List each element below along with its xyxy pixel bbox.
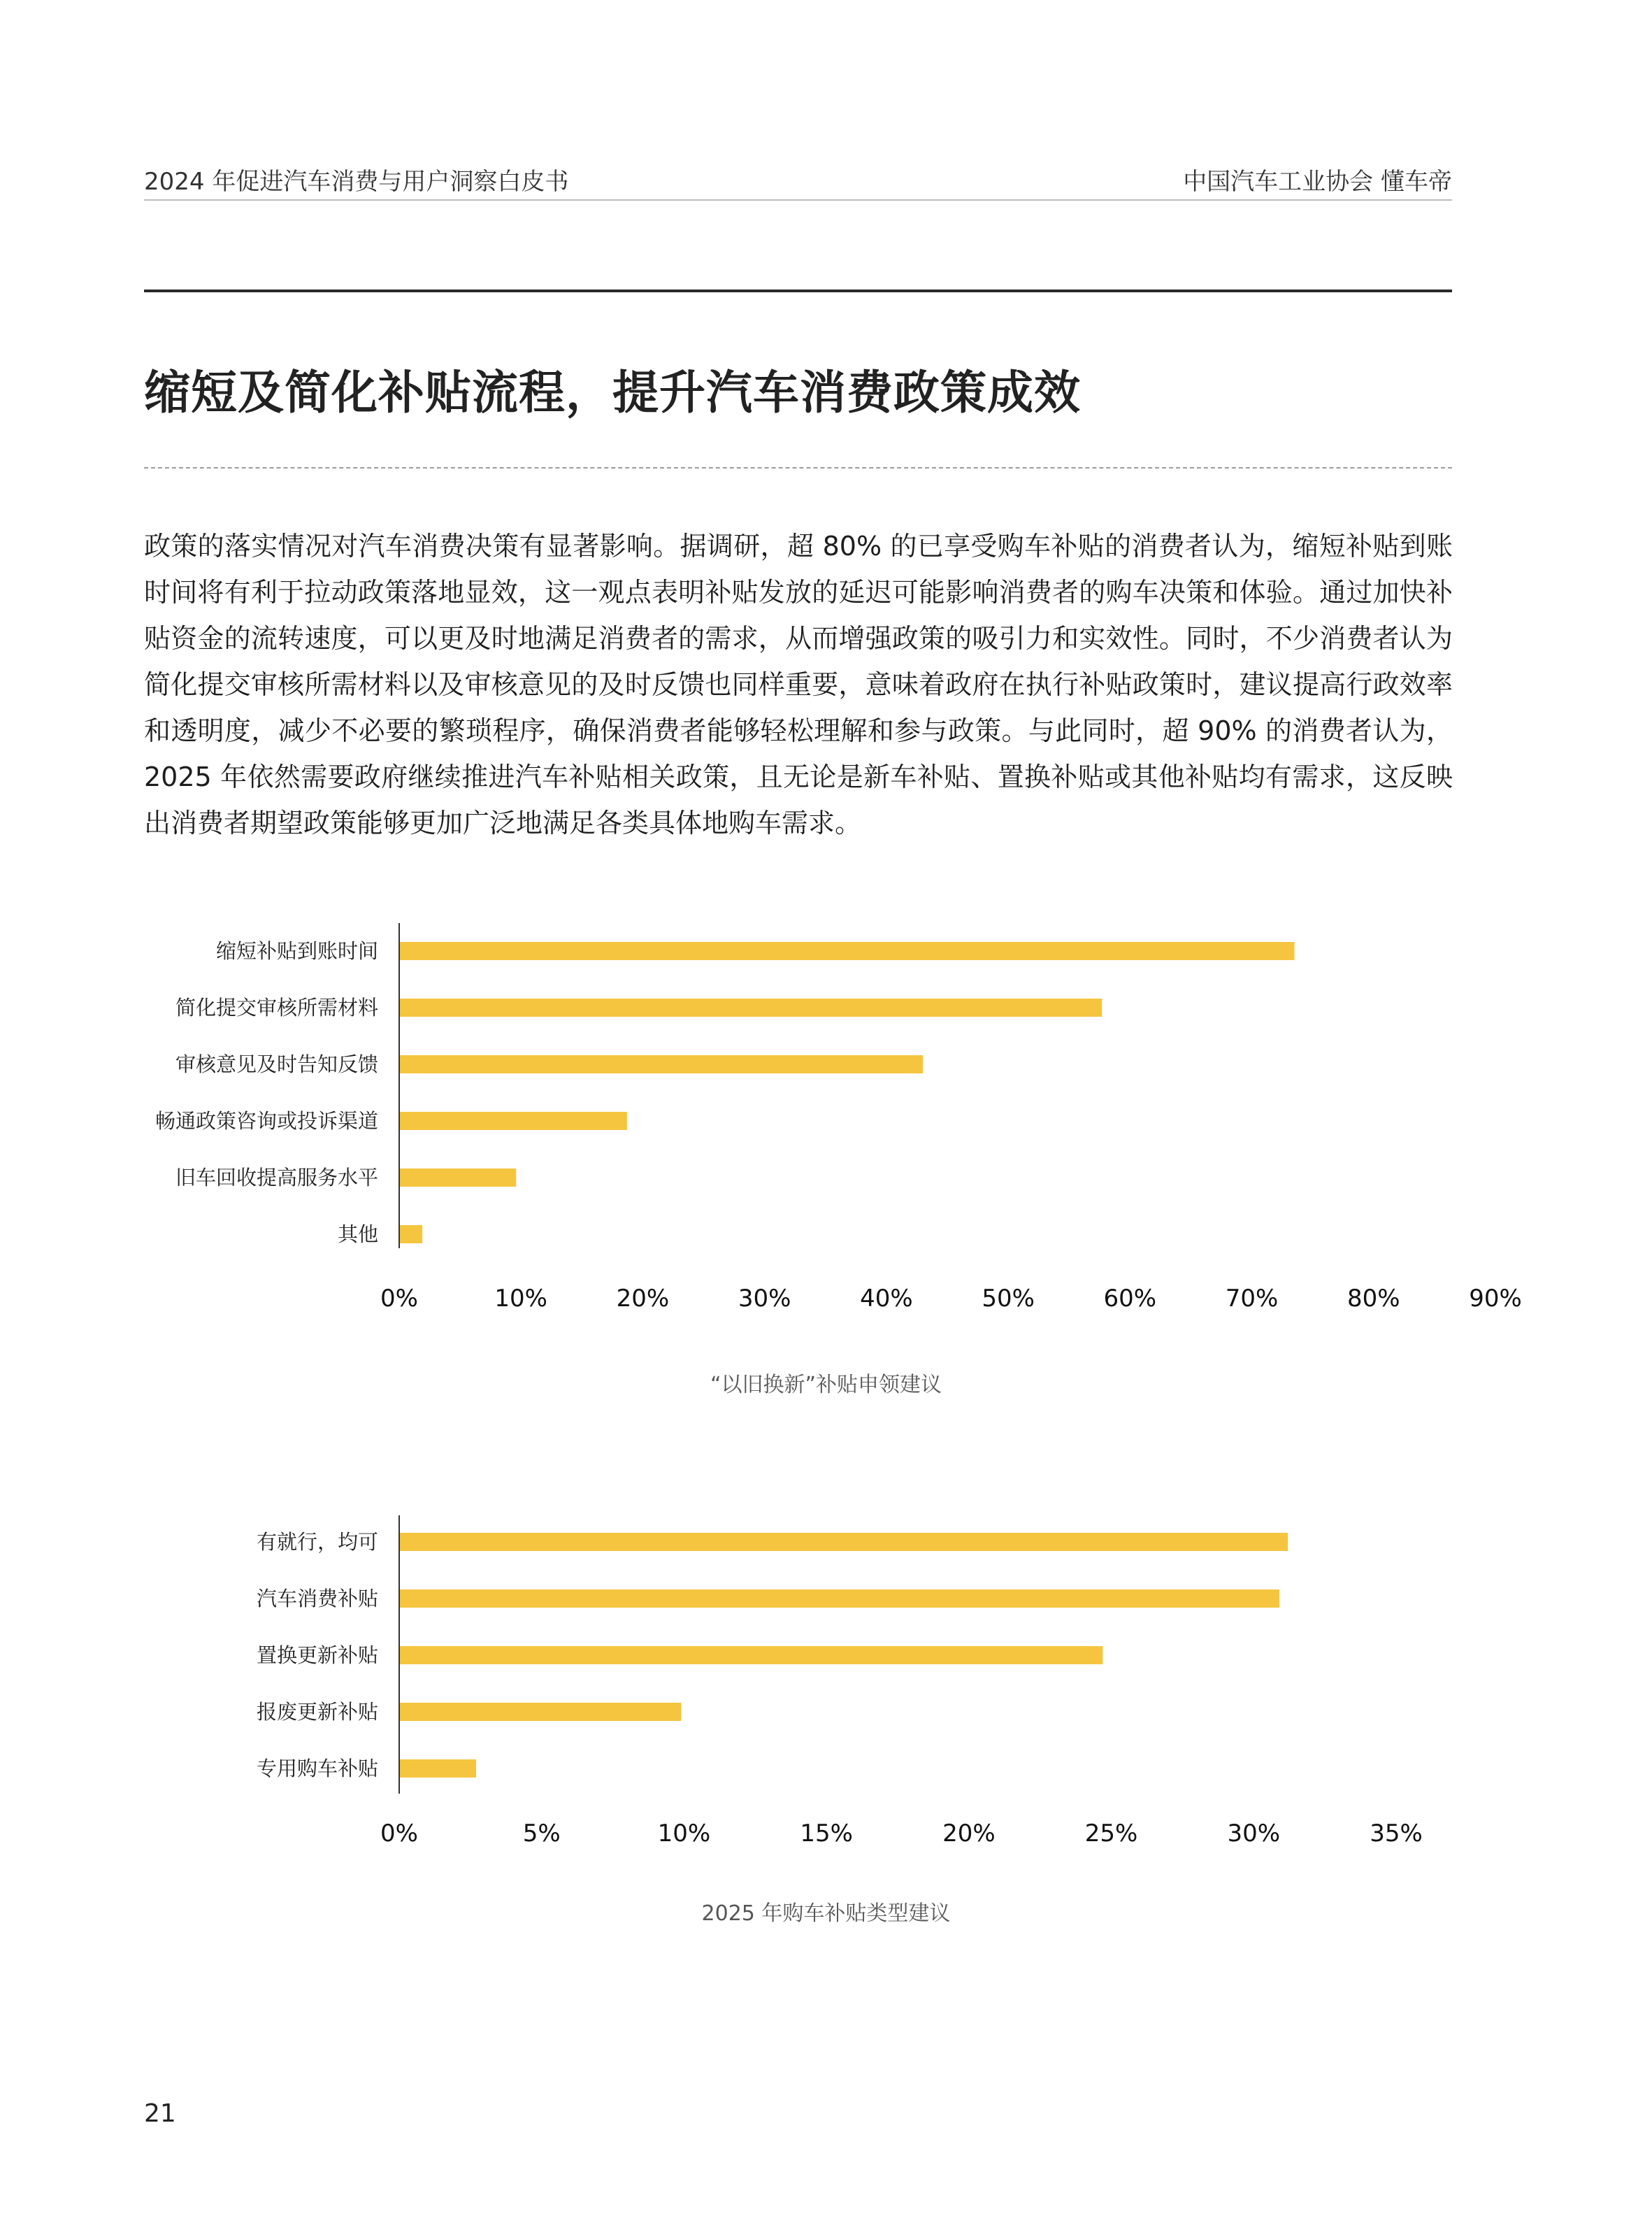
bar-chart-subsidy-application bbox=[0, 902, 1652, 1322]
category-label: 专用购车补贴 bbox=[256, 1757, 378, 1780]
category-label: 简化提交审核所需材料 bbox=[175, 996, 378, 1020]
bar bbox=[400, 1759, 476, 1778]
x-tick-label: 30% bbox=[1227, 1820, 1281, 1847]
category-label: 畅通政策咨询或投诉渠道 bbox=[155, 1109, 378, 1133]
x-tick-label: 30% bbox=[738, 1285, 791, 1313]
x-tick-label: 80% bbox=[1346, 1285, 1400, 1313]
bar-chart-subsidy-type bbox=[0, 1500, 1652, 1864]
body-paragraph: 政策的落实情况对汽车消费决策有显著影响。据调研，超 80% 的已享受购车补贴的消费者认为，缩短补贴到账时间将有利于拉动政策落地显效，这一观点表明补贴发放的延迟可能影响消费者的购车决策和体验。通过加快补贴资金的流转速度，可以更及时地满足消费者的需求，从而增强政策的吸引力和实效性。同时，不少消费者认为简化提交审核所需材料以及审核意见的及时反馈也同样重要，意味着政府在执行补贴政策时，建议提高行政效率和透明度，减少不必要的繁琐程序，确保消费者能够轻松理解和参与政策。与此同时，超 90% 的消费者认为，2025 年依然需要政府继续推进汽车补贴相关政策，且无论是新车补贴、置换补贴或其他补贴均有需求，这反映出消费者期望政策能够更加广泛地满足各类具体地购车需求。 bbox=[144, 531, 1453, 838]
bar bbox=[400, 999, 1102, 1017]
category-label: 其他 bbox=[337, 1222, 378, 1246]
bar bbox=[400, 1703, 681, 1721]
header-divider bbox=[144, 199, 1452, 201]
bar bbox=[400, 942, 1295, 960]
x-tick-label: 20% bbox=[616, 1285, 670, 1313]
x-tick-label: 40% bbox=[860, 1285, 913, 1313]
bar bbox=[400, 1589, 1279, 1608]
document-header-title: 2024 年促进汽车消费与用户洞察白皮书 bbox=[144, 168, 569, 196]
category-label: 置换更新补贴 bbox=[256, 1643, 378, 1667]
x-tick-label: 60% bbox=[1103, 1285, 1157, 1313]
chart-subsidy-type bbox=[0, 1500, 1652, 1864]
x-tick-label: 25% bbox=[1084, 1820, 1138, 1847]
x-tick-label: 50% bbox=[982, 1285, 1035, 1313]
dashed-divider bbox=[144, 467, 1452, 469]
x-tick-label: 0% bbox=[380, 1820, 418, 1847]
x-tick-label: 35% bbox=[1370, 1820, 1423, 1847]
x-tick-label: 10% bbox=[657, 1820, 711, 1847]
category-label: 有就行，均可 bbox=[256, 1530, 378, 1554]
bar bbox=[400, 1168, 516, 1187]
page-number: 21 bbox=[144, 2099, 176, 2128]
x-tick-label: 15% bbox=[800, 1820, 853, 1847]
title-divider bbox=[144, 290, 1452, 292]
bar bbox=[400, 1112, 627, 1130]
bar bbox=[400, 1055, 923, 1073]
document-header-publisher: 中国汽车工业协会 懂车帝 bbox=[1183, 168, 1452, 196]
bar bbox=[400, 1225, 422, 1243]
x-tick-label: 0% bbox=[380, 1285, 418, 1313]
bar bbox=[400, 1533, 1288, 1551]
category-label: 旧车回收提高服务水平 bbox=[175, 1166, 378, 1189]
bar bbox=[400, 1646, 1102, 1664]
x-tick-label: 5% bbox=[522, 1820, 561, 1847]
category-label: 缩短补贴到账时间 bbox=[215, 939, 378, 963]
x-tick-label: 70% bbox=[1225, 1285, 1279, 1313]
x-tick-label: 10% bbox=[494, 1285, 548, 1313]
category-label: 汽车消费补贴 bbox=[256, 1587, 378, 1610]
x-tick-label: 90% bbox=[1469, 1285, 1522, 1313]
section-title: 缩短及简化补贴流程，提升汽车消费政策成效 bbox=[144, 366, 1081, 420]
chart-caption-subsidy-application: “以旧换新”补贴申领建议 bbox=[710, 1373, 942, 1397]
category-label: 审核意见及时告知反馈 bbox=[175, 1052, 378, 1076]
chart-caption-subsidy-type: 2025 年购车补贴类型建议 bbox=[701, 1901, 951, 1926]
x-tick-label: 20% bbox=[942, 1820, 996, 1847]
category-label: 报废更新补贴 bbox=[256, 1700, 378, 1724]
chart-subsidy-application bbox=[0, 902, 1652, 1322]
